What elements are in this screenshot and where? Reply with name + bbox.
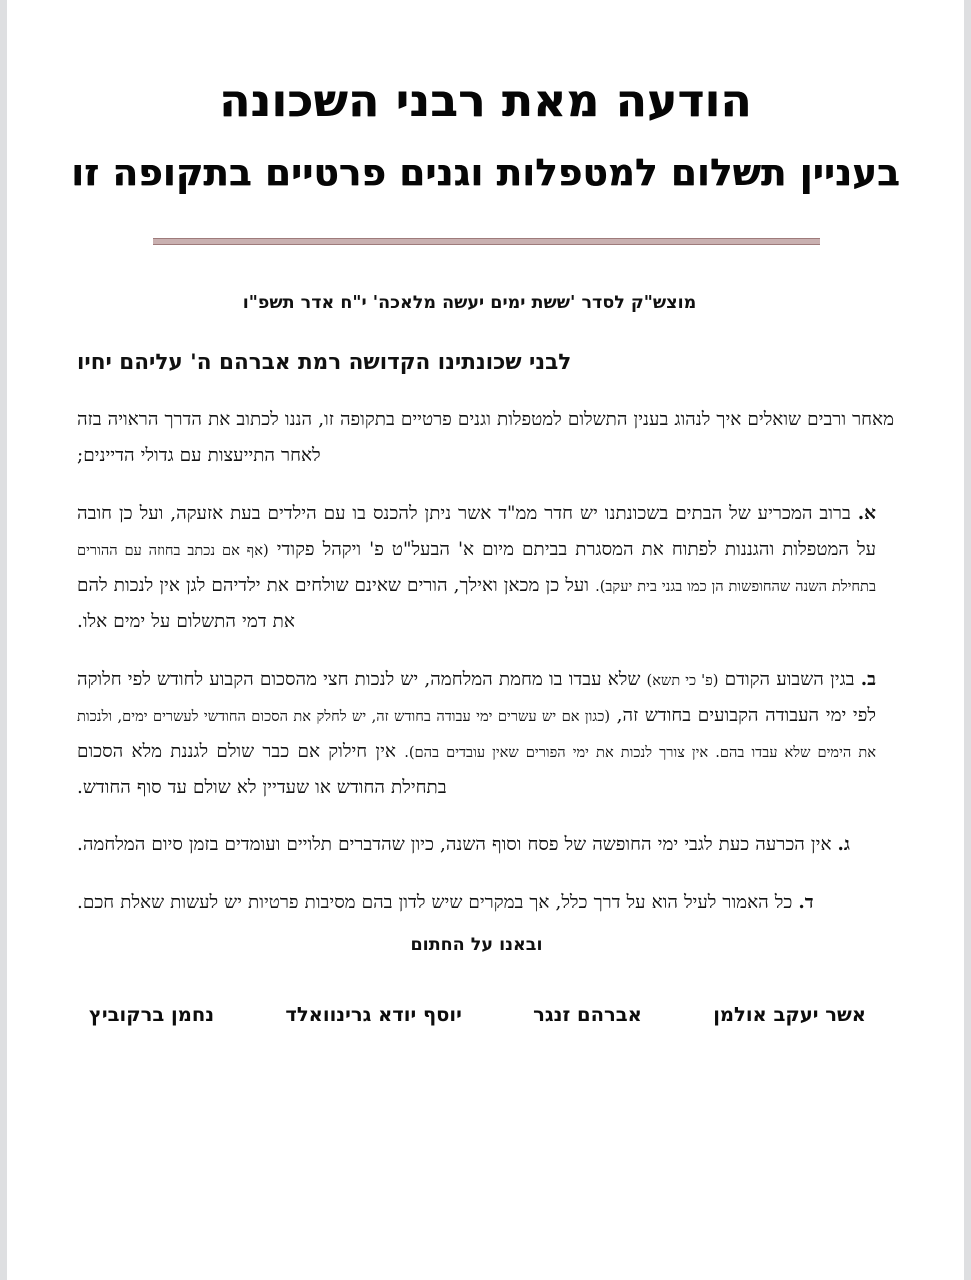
clause-text-b-2: שלא עבדו בו מחמת המלחמה, יש לנכות חצי מהסכום הקבוע לחודש לפי חלוקה לפי ימי העבודה הקבועים בחודש זה, <box>77 668 876 726</box>
clause-text-d-1: כל האמור לעיל הוא על דרך כלל, אך במקרים שיש לדון בהם מסיבות פרטיות יש לעשות שאלת חכם. <box>77 892 799 914</box>
clause-text-b-3: אין חילוק אם כבר שולם לגננת מלא הסכום בתחילת החודש או שעדיין לא שולם עד סוף החודש. <box>77 740 447 798</box>
clause-paragraph-b <box>77 662 894 806</box>
clause-note-b-lead: (פ' כי תשא) <box>646 671 719 689</box>
page-content <box>7 0 964 1280</box>
title-block <box>71 0 900 195</box>
page-title: הודעה מאת רבני השכונה <box>219 74 752 127</box>
clause-text-a-2: ועל כן מכאן ואילך, הורים שאינם שולחים את ילדיהם לגן אין לנכות להם את דמי התשלום על ימים אלו. <box>77 575 596 632</box>
divider-wrapper <box>71 238 900 245</box>
body-block <box>71 402 900 921</box>
clause-paragraph-d <box>77 885 894 921</box>
clause-marker-d: ד. <box>798 892 814 914</box>
signatory-2: אברהם זנגר <box>533 1003 642 1027</box>
clause-paragraph-a <box>77 496 894 640</box>
clause-note-a: (אף אם נכתב בחוזה עם ההורים בתחילת השנה שהחופשות הן כמו בגני בית יעקב). <box>77 542 876 596</box>
signatory-1: אשר יעקב אולמן <box>713 1003 866 1027</box>
intro-paragraph: מאחר ורבים שואלים איך לנהוג בענין התשלום למטפלות וגנים פרטיים בתקופה זו, הננו לכתוב את הדרך הראויה בזה לאחר התייעצות עם גדולי הדיינים; <box>77 409 894 467</box>
signatory-4: נחמן ברקוביץ <box>89 1003 215 1027</box>
greeting-line: לבני שכונתינו הקדושה רמת אברהם ה' עליהם יחיו <box>77 350 572 376</box>
clause-marker-a: א. <box>857 503 876 525</box>
page-subtitle: בעניין תשלום למטפלות וגנים פרטיים בתקופה זו <box>71 151 900 195</box>
signatory-3: יוסף יודא גרינוואלד <box>285 1003 462 1027</box>
signature-block <box>71 1003 900 1026</box>
clause-text-c-1: אין הכרעה כעת לגבי ימי החופשה של פסח וסוף השנה, כיון שהדברים תלויים ועומדים בזמן סיום המלחמה. <box>77 834 838 856</box>
horizontal-divider <box>153 238 820 245</box>
clause-marker-c: ג. <box>837 834 851 856</box>
clause-marker-b: ב. <box>860 668 876 690</box>
clause-paragraph-c <box>77 827 894 863</box>
clause-text-b-1: בגין השבוע הקודם <box>718 668 861 690</box>
date-line: מוצש"ק לסדר 'ששת ימים יעשה מלאכה' י"ח אדר תשפ"ו <box>242 293 697 314</box>
clause-note-b: (כגון אם יש עשרים ימי עבודה בחודש זה, יש לחלק את הסכום החודשי לעשרים ימים, ולנכות את הימים שלא עבדו בהם. אין צורך לנכות את ימי הפורים שאין עובדים בהם). <box>77 707 876 761</box>
closing-line: ובאנו על החתום <box>410 935 543 956</box>
clause-text-a-1: ברוב המכריע של הבתים בשכונתנו יש חדר ממ"ד אשר ניתן להכנס בו עם הילדים בעת אזעקה, ועל כן חובה על המטפלות והגננות לפתוח את המסגרת בביתם מיום א' הבעל"ט פ' ויקהל פקודי <box>77 503 876 561</box>
